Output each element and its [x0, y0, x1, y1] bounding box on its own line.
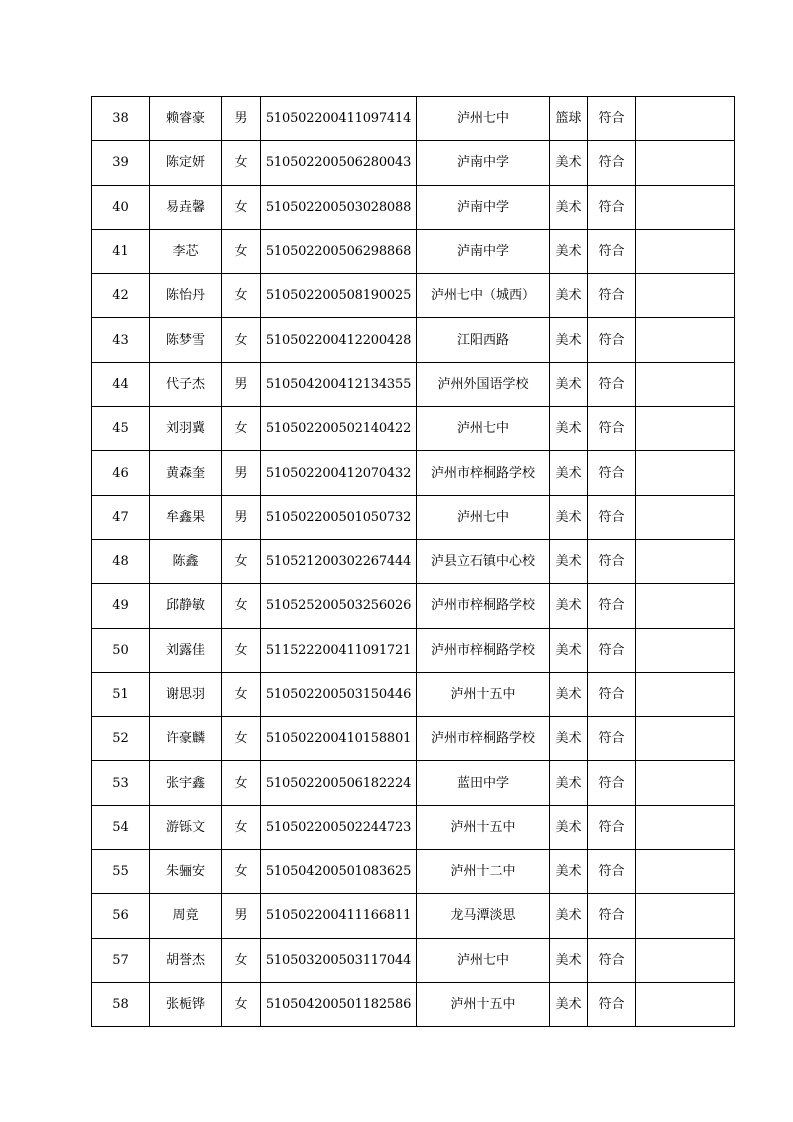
cell-number: 41 [92, 229, 150, 273]
cell-school: 泸州七中 [417, 938, 550, 982]
cell-number: 54 [92, 805, 150, 849]
cell-result: 符合 [588, 318, 636, 362]
cell-gender: 女 [222, 938, 261, 982]
cell-name: 易垚馨 [150, 185, 222, 229]
table-row [92, 850, 735, 894]
cell-result: 符合 [588, 451, 636, 495]
cell-name: 代子杰 [150, 362, 222, 406]
cell-id-number: 510504200501182586 [261, 982, 417, 1026]
cell-category: 美术 [550, 229, 588, 273]
cell-id-number: 510502200503150446 [261, 672, 417, 716]
cell-result: 符合 [588, 584, 636, 628]
cell-note [636, 717, 735, 761]
cell-name: 陈怡丹 [150, 274, 222, 318]
cell-result: 符合 [588, 805, 636, 849]
cell-id-number: 510502200502244723 [261, 805, 417, 849]
cell-number: 46 [92, 451, 150, 495]
cell-note [636, 894, 735, 938]
cell-note [636, 407, 735, 451]
cell-result: 符合 [588, 672, 636, 716]
table-row [92, 141, 735, 185]
cell-result: 符合 [588, 407, 636, 451]
cell-gender: 女 [222, 141, 261, 185]
table-row [92, 717, 735, 761]
cell-number: 55 [92, 850, 150, 894]
cell-school: 泸州十五中 [417, 805, 550, 849]
cell-number: 53 [92, 761, 150, 805]
cell-gender: 男 [222, 451, 261, 495]
cell-number: 44 [92, 362, 150, 406]
cell-category: 美术 [550, 761, 588, 805]
cell-gender: 女 [222, 584, 261, 628]
cell-school: 泸县立石镇中心校 [417, 539, 550, 583]
cell-school: 泸州十五中 [417, 672, 550, 716]
cell-id-number: 510502200410158801 [261, 717, 417, 761]
cell-result: 符合 [588, 185, 636, 229]
table-row [92, 97, 735, 141]
cell-note [636, 141, 735, 185]
table-row [92, 274, 735, 318]
cell-category: 美术 [550, 628, 588, 672]
cell-number: 49 [92, 584, 150, 628]
cell-id-number: 510502200506280043 [261, 141, 417, 185]
cell-gender: 女 [222, 805, 261, 849]
cell-result: 符合 [588, 850, 636, 894]
table-row [92, 761, 735, 805]
cell-category: 美术 [550, 584, 588, 628]
cell-school: 泸州七中 [417, 495, 550, 539]
cell-school: 泸州市梓桐路学校 [417, 628, 550, 672]
cell-result: 符合 [588, 761, 636, 805]
cell-school: 泸州七中（城西） [417, 274, 550, 318]
cell-note [636, 584, 735, 628]
cell-number: 51 [92, 672, 150, 716]
cell-name: 黄森奎 [150, 451, 222, 495]
cell-name: 牟鑫果 [150, 495, 222, 539]
cell-school: 蓝田中学 [417, 761, 550, 805]
roster-body [92, 97, 735, 1027]
table-row [92, 539, 735, 583]
cell-category: 美术 [550, 805, 588, 849]
cell-category: 美术 [550, 539, 588, 583]
cell-school: 泸南中学 [417, 141, 550, 185]
cell-gender: 男 [222, 97, 261, 141]
table-row [92, 805, 735, 849]
cell-category: 美术 [550, 672, 588, 716]
cell-category: 篮球 [550, 97, 588, 141]
cell-id-number: 510503200503117044 [261, 938, 417, 982]
cell-name: 刘露佳 [150, 628, 222, 672]
cell-id-number: 511522200411091721 [261, 628, 417, 672]
cell-result: 符合 [588, 628, 636, 672]
cell-category: 美术 [550, 717, 588, 761]
cell-note [636, 97, 735, 141]
table-row [92, 229, 735, 273]
cell-number: 42 [92, 274, 150, 318]
cell-school: 龙马潭淡思 [417, 894, 550, 938]
cell-school: 泸州外国语学校 [417, 362, 550, 406]
cell-category: 美术 [550, 982, 588, 1026]
cell-category: 美术 [550, 451, 588, 495]
cell-name: 谢思羽 [150, 672, 222, 716]
cell-gender: 女 [222, 717, 261, 761]
cell-id-number: 510502200501050732 [261, 495, 417, 539]
cell-result: 符合 [588, 141, 636, 185]
cell-number: 40 [92, 185, 150, 229]
cell-name: 陈定妍 [150, 141, 222, 185]
cell-note [636, 982, 735, 1026]
table-row [92, 894, 735, 938]
cell-number: 39 [92, 141, 150, 185]
cell-id-number: 510502200503028088 [261, 185, 417, 229]
cell-result: 符合 [588, 894, 636, 938]
cell-name: 陈梦雪 [150, 318, 222, 362]
cell-category: 美术 [550, 362, 588, 406]
cell-gender: 女 [222, 229, 261, 273]
cell-category: 美术 [550, 141, 588, 185]
cell-number: 56 [92, 894, 150, 938]
cell-gender: 女 [222, 628, 261, 672]
cell-result: 符合 [588, 495, 636, 539]
cell-id-number: 510502200411097414 [261, 97, 417, 141]
cell-category: 美术 [550, 495, 588, 539]
cell-gender: 女 [222, 274, 261, 318]
cell-note [636, 850, 735, 894]
cell-note [636, 805, 735, 849]
cell-id-number: 510502200412070432 [261, 451, 417, 495]
cell-name: 周竟 [150, 894, 222, 938]
cell-note [636, 274, 735, 318]
cell-result: 符合 [588, 982, 636, 1026]
cell-id-number: 510502200502140422 [261, 407, 417, 451]
cell-school: 泸州十五中 [417, 982, 550, 1026]
cell-category: 美术 [550, 318, 588, 362]
cell-category: 美术 [550, 185, 588, 229]
cell-id-number: 510502200411166811 [261, 894, 417, 938]
cell-category: 美术 [550, 407, 588, 451]
cell-school: 泸州市梓桐路学校 [417, 717, 550, 761]
table-row [92, 495, 735, 539]
cell-result: 符合 [588, 717, 636, 761]
cell-id-number: 510502200508190025 [261, 274, 417, 318]
cell-name: 陈鑫 [150, 539, 222, 583]
cell-gender: 男 [222, 495, 261, 539]
cell-name: 朱骊安 [150, 850, 222, 894]
cell-id-number: 510525200503256026 [261, 584, 417, 628]
cell-number: 45 [92, 407, 150, 451]
cell-name: 刘羽冀 [150, 407, 222, 451]
cell-number: 57 [92, 938, 150, 982]
cell-result: 符合 [588, 274, 636, 318]
table-row [92, 185, 735, 229]
cell-name: 张宇鑫 [150, 761, 222, 805]
table-row [92, 584, 735, 628]
cell-id-number: 510502200412200428 [261, 318, 417, 362]
table-row [92, 451, 735, 495]
cell-number: 52 [92, 717, 150, 761]
cell-note [636, 185, 735, 229]
cell-result: 符合 [588, 97, 636, 141]
cell-gender: 女 [222, 672, 261, 716]
cell-result: 符合 [588, 938, 636, 982]
cell-gender: 女 [222, 761, 261, 805]
student-roster-table [91, 96, 735, 1027]
cell-school: 泸州十二中 [417, 850, 550, 894]
cell-number: 38 [92, 97, 150, 141]
cell-gender: 女 [222, 185, 261, 229]
cell-category: 美术 [550, 850, 588, 894]
cell-note [636, 451, 735, 495]
table-row [92, 938, 735, 982]
cell-note [636, 539, 735, 583]
cell-number: 47 [92, 495, 150, 539]
cell-number: 58 [92, 982, 150, 1026]
cell-id-number: 510521200302267444 [261, 539, 417, 583]
cell-result: 符合 [588, 229, 636, 273]
table-row [92, 672, 735, 716]
cell-name: 赖睿豪 [150, 97, 222, 141]
cell-school: 泸州七中 [417, 97, 550, 141]
cell-school: 江阳西路 [417, 318, 550, 362]
cell-id-number: 510502200506182224 [261, 761, 417, 805]
cell-result: 符合 [588, 539, 636, 583]
cell-name: 胡誉杰 [150, 938, 222, 982]
cell-gender: 女 [222, 850, 261, 894]
cell-note [636, 229, 735, 273]
cell-note [636, 761, 735, 805]
cell-gender: 女 [222, 407, 261, 451]
cell-school: 泸州市梓桐路学校 [417, 451, 550, 495]
table-row [92, 407, 735, 451]
cell-number: 43 [92, 318, 150, 362]
cell-name: 游铄文 [150, 805, 222, 849]
cell-name: 张栀铧 [150, 982, 222, 1026]
cell-note [636, 672, 735, 716]
cell-category: 美术 [550, 274, 588, 318]
table-row [92, 318, 735, 362]
cell-id-number: 510504200501083625 [261, 850, 417, 894]
cell-note [636, 318, 735, 362]
cell-category: 美术 [550, 894, 588, 938]
cell-school: 泸州市梓桐路学校 [417, 584, 550, 628]
cell-note [636, 938, 735, 982]
cell-result: 符合 [588, 362, 636, 406]
cell-note [636, 495, 735, 539]
cell-gender: 女 [222, 539, 261, 583]
cell-gender: 男 [222, 362, 261, 406]
cell-school: 泸南中学 [417, 229, 550, 273]
cell-id-number: 510502200506298868 [261, 229, 417, 273]
cell-school: 泸南中学 [417, 185, 550, 229]
cell-gender: 女 [222, 982, 261, 1026]
cell-name: 许豪麟 [150, 717, 222, 761]
cell-gender: 女 [222, 318, 261, 362]
cell-note [636, 628, 735, 672]
cell-gender: 男 [222, 894, 261, 938]
cell-id-number: 510504200412134355 [261, 362, 417, 406]
cell-category: 美术 [550, 938, 588, 982]
cell-school: 泸州七中 [417, 407, 550, 451]
table-row [92, 982, 735, 1026]
cell-number: 50 [92, 628, 150, 672]
table-row [92, 628, 735, 672]
cell-number: 48 [92, 539, 150, 583]
table-row [92, 362, 735, 406]
cell-note [636, 362, 735, 406]
cell-name: 邱静敏 [150, 584, 222, 628]
cell-name: 李芯 [150, 229, 222, 273]
